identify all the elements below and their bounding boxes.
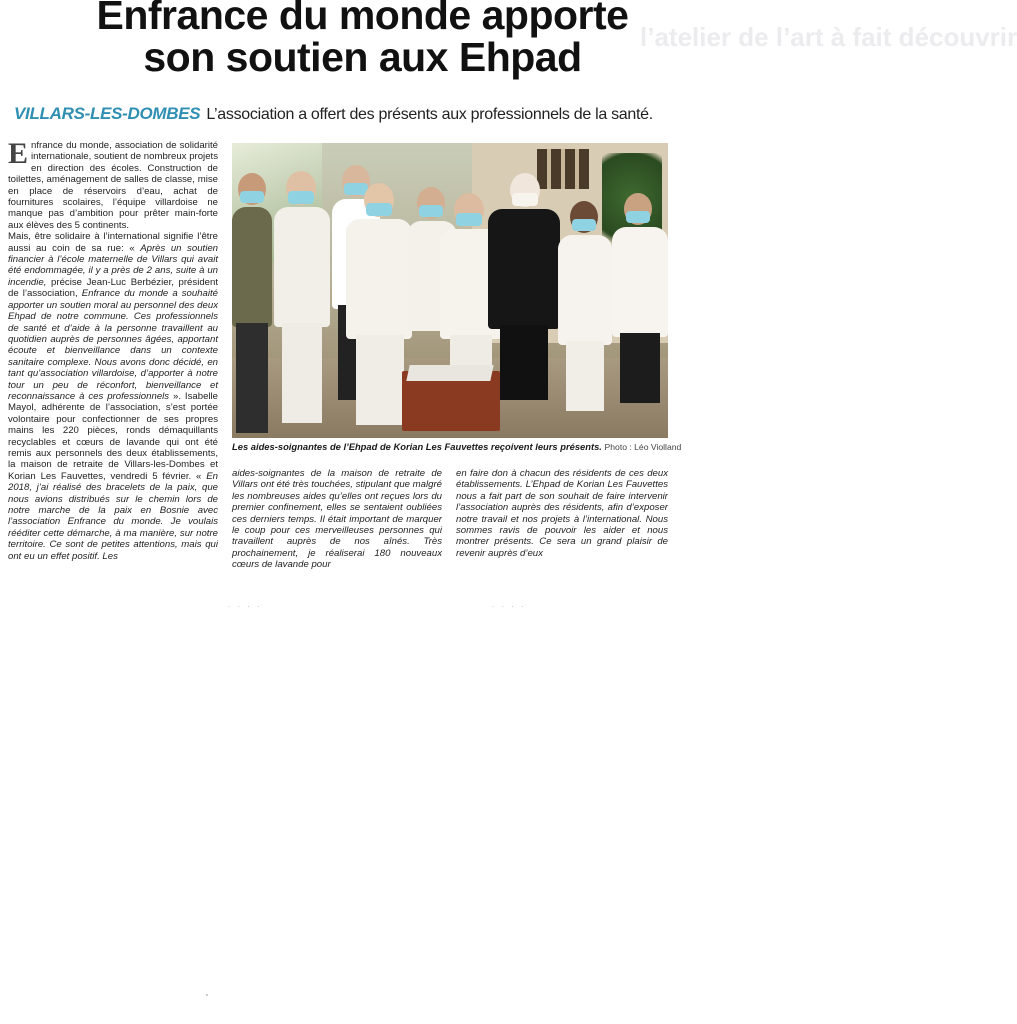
- text-run: précise Jean-Luc Berbézier, président de l’association,: [8, 276, 218, 300]
- article-photo: [232, 143, 668, 438]
- quote-run: En 2018, j’ai réalisé des bracelets de la paix, que nous avions distribués sur le chemin lors de notre marche de la paix en Bosnie avec l’association Enfrance du monde. Je voulais rééditer cette démarche, à ma manière, sur notre territoire. Ce sont de petites attentions, mais qui ont eu un effet positif. Les: [8, 470, 218, 562]
- headline-line-1: Enfrance du monde apporte: [96, 0, 629, 38]
- color-registration-mark: · · · ·: [228, 604, 263, 611]
- caption-text: Les aides-soignantes de l’Ehpad de Korian Les Fauvettes reçoivent leurs présents.: [232, 441, 602, 452]
- color-registration-mark: · · · ·: [492, 604, 527, 611]
- article-column-right: [456, 468, 668, 559]
- location-kicker: VILLARS-LES-DOMBES: [14, 104, 201, 123]
- quote-run: Après un soutien financier à l’école maternelle de Villars qui avait été endommagée, il y a près de 2 ans, suite à un incendie,: [8, 242, 218, 288]
- kicker-row: [14, 104, 714, 124]
- scan-dust: [206, 994, 208, 996]
- bleed-through-text-right: l’atelier de l’art à fait découvrir: [640, 22, 1017, 52]
- photo-caption: [232, 441, 682, 452]
- photo-frames: [537, 149, 589, 189]
- article-headline: [0, 0, 725, 78]
- paragraph-quote: [8, 231, 218, 562]
- photo-gift-tray: [406, 365, 493, 381]
- paragraph-continued: aides-soignantes de la maison de retraite de Villars ont été très touchées, stipulant que malgré les nombreuses aides qu’elles ont reçues lors du premier confinement, elles se sentaient oubliées ces derniers temps. Il était important de marquer le coup pour ces merveilleuses personnes qui travaillent auprès de nos aînés. Très prochainement, je réaliserai 180 nouveaux cœurs de lavande pour: [232, 468, 442, 571]
- text-run: Mais, être solidaire à l’international signifie l’être aussi au coin de sa rue: «: [8, 231, 218, 254]
- drop-cap: E: [8, 137, 29, 170]
- headline-line-2: son soutien aux Ehpad: [143, 34, 582, 80]
- article-column-left: [8, 137, 218, 562]
- paragraph-continued: en faire don à chacun des résidents de ces deux établissements. L’Ehpad de Korian Les Fauvettes nous a fait part de son souhait de faire intervenir l’association auprès des résidents, afin d’exposer notre travail et nos projets à l’international. Nous sommes ravis de pouvoir les aider et nous montrer présents. Ce sera un grand plaisir de revenir auprès d’eux: [456, 468, 668, 559]
- paragraph-intro: [8, 137, 218, 231]
- photo-credit: Photo : Léo Violland: [604, 442, 682, 452]
- quote-run: Enfrance du monde a souhaité apporter un soutien moral au personnel des deux Ehpad de notre commune. Ces professionnels de santé et d’aide à la personne travaillent au quotidien auprès de personnes âgées, apportant écoute et bienveillance dans un contexte sanitaire complexe. Nous avons donc décidé, en tant qu’association villardoise, d’apporter à notre tour un peu de réconfort, bienveillance et reconnaissance à ces professionnels: [8, 288, 218, 402]
- article-column-middle: [232, 468, 442, 571]
- article-subtitle: L’association a offert des présents aux professionnels de la santé.: [206, 106, 653, 123]
- text-run: ». Isabelle Mayol, adhérente de l’association, s’est portée volontaire pour confectionner de ses propres mains les 220 pièces, ronds démaquillants recyclables et cœurs de lavande qui ont été remis aux personnels des deux établissements, la maison de retraite de Villars-les-Dombes et Korian Les Fauvettes, vendredi 5 février. «: [8, 390, 218, 482]
- paragraph-intro-text: nfrance du monde, association de solidarité internationale, soutient de nombreux projets en direction des écoles. Construction de toilettes, aménagement de salles de classe, mise en place de réservoirs d’eau, achat de fournitures scolaires, l’équipe villardoise ne manque pas d’ambition pour prêter main-forte aux élèves des 5 continents.: [8, 140, 218, 231]
